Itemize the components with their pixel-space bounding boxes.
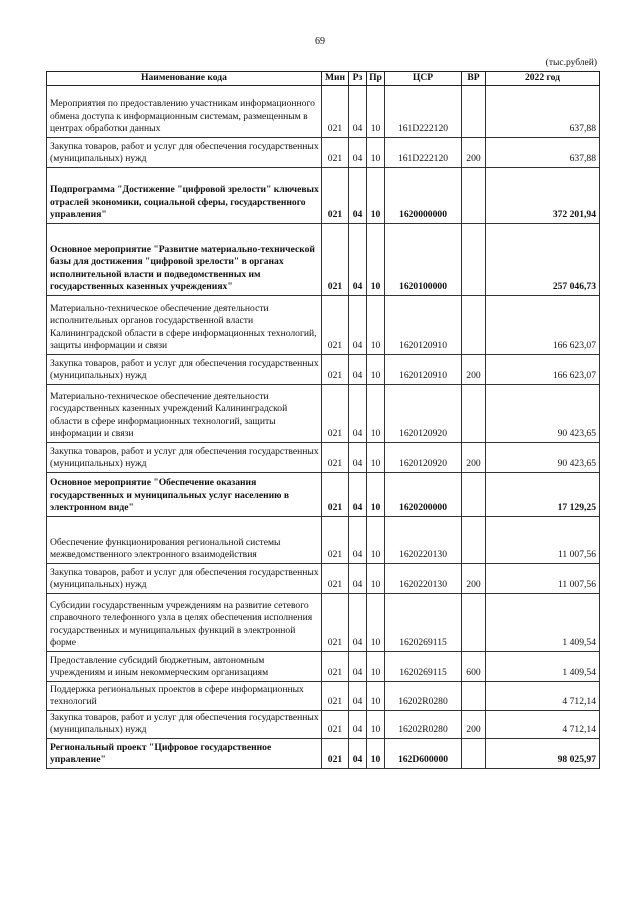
cell-csr: 16202R0280: [385, 682, 462, 711]
cell-csr: 1620220130: [385, 564, 462, 594]
cell-name: Материально-техническое обеспечение деятельности государственных казенных учреждений Калининградской области в сфере информационных технологий, защиты информации и связи: [47, 385, 322, 443]
header-csr: ЦСР: [385, 72, 462, 86]
cell-rz: 04: [349, 682, 367, 711]
cell-vr: [462, 739, 486, 769]
cell-name: Поддержка региональных проектов в сфере информационных технологий: [47, 682, 322, 711]
cell-pr: 10: [367, 652, 385, 682]
table-row: [47, 224, 600, 296]
cell-name: Закупка товаров, работ и услуг для обеспечения государственных (муниципальных) нужд: [47, 443, 322, 473]
budget-table: [46, 71, 600, 769]
cell-name: Подпрограмма "Достижение "цифровой зрелости" ключевых отраслей экономики, социальной сферы, государственного управления": [47, 168, 322, 224]
cell-pr: 10: [367, 594, 385, 652]
cell-rz: 04: [349, 711, 367, 739]
cell-amount: 90 423,65: [486, 385, 600, 443]
cell-csr: 1620000000: [385, 168, 462, 224]
cell-name: Региональный проект "Цифровое государственное управление": [47, 739, 322, 769]
table-row: [47, 86, 600, 138]
cell-vr: [462, 682, 486, 711]
header-name: Наименование кода: [47, 72, 322, 86]
cell-amount: 4 712,14: [486, 682, 600, 711]
cell-vr: 600: [462, 652, 486, 682]
cell-min: 021: [322, 355, 349, 385]
cell-rz: 04: [349, 564, 367, 594]
cell-vr: [462, 86, 486, 138]
cell-vr: [462, 473, 486, 517]
cell-name: Материально-техническое обеспечение деятельности исполнительных органов государственной власти Калининградской области в сфере информационных технологий, защиты информации и связи: [47, 296, 322, 355]
cell-rz: 04: [349, 224, 367, 296]
table-row: [47, 739, 600, 769]
cell-pr: 10: [367, 564, 385, 594]
cell-name: Субсидии государственным учреждениям на развитие сетевого справочного телефонного узла в целях обеспечения исполнения государственных и муниципальных функций в электронной форме: [47, 594, 322, 652]
cell-csr: 161D222120: [385, 86, 462, 138]
cell-vr: [462, 168, 486, 224]
cell-min: 021: [322, 564, 349, 594]
cell-min: 021: [322, 652, 349, 682]
cell-amount: 11 007,56: [486, 564, 600, 594]
table-row: [47, 355, 600, 385]
cell-vr: [462, 296, 486, 355]
cell-min: 021: [322, 711, 349, 739]
cell-name: Закупка товаров, работ и услуг для обеспечения государственных (муниципальных) нужд: [47, 138, 322, 168]
cell-csr: 162D600000: [385, 739, 462, 769]
cell-min: 021: [322, 168, 349, 224]
cell-rz: 04: [349, 86, 367, 138]
cell-min: 021: [322, 296, 349, 355]
cell-name: Закупка товаров, работ и услуг для обеспечения государственных (муниципальных) нужд: [47, 711, 322, 739]
cell-pr: 10: [367, 443, 385, 473]
cell-pr: 10: [367, 138, 385, 168]
cell-pr: 10: [367, 711, 385, 739]
cell-rz: 04: [349, 168, 367, 224]
cell-csr: 1620269115: [385, 594, 462, 652]
cell-pr: 10: [367, 517, 385, 564]
cell-min: 021: [322, 138, 349, 168]
cell-amount: 98 025,97: [486, 739, 600, 769]
cell-min: 021: [322, 517, 349, 564]
cell-vr: [462, 594, 486, 652]
cell-pr: 10: [367, 86, 385, 138]
cell-vr: [462, 517, 486, 564]
cell-rz: 04: [349, 517, 367, 564]
cell-csr: 1620269115: [385, 652, 462, 682]
cell-name: Закупка товаров, работ и услуг для обеспечения государственных (муниципальных) нужд: [47, 564, 322, 594]
cell-vr: [462, 385, 486, 443]
cell-csr: 1620120910: [385, 296, 462, 355]
cell-vr: 200: [462, 711, 486, 739]
table-row: [47, 711, 600, 739]
cell-amount: 637,88: [486, 86, 600, 138]
page-number: 69: [315, 36, 325, 47]
cell-rz: 04: [349, 385, 367, 443]
cell-name: Основное мероприятие "Обеспечение оказания государственных и муниципальных услуг населению в электронном виде": [47, 473, 322, 517]
cell-rz: 04: [349, 652, 367, 682]
cell-min: 021: [322, 682, 349, 711]
cell-pr: 10: [367, 296, 385, 355]
cell-min: 021: [322, 443, 349, 473]
table-row: [47, 296, 600, 355]
cell-rz: 04: [349, 473, 367, 517]
cell-csr: 1620200000: [385, 473, 462, 517]
table-row: [47, 138, 600, 168]
header-rz: Рз: [349, 72, 367, 86]
table-row: [47, 517, 600, 564]
table-row: [47, 443, 600, 473]
table-row: [47, 652, 600, 682]
cell-rz: 04: [349, 296, 367, 355]
cell-min: 021: [322, 224, 349, 296]
cell-amount: 166 623,07: [486, 296, 600, 355]
cell-min: 021: [322, 473, 349, 517]
cell-min: 021: [322, 594, 349, 652]
cell-name: Обеспечение функционирования региональной системы межведомственного электронного взаимодействия: [47, 517, 322, 564]
cell-amount: 4 712,14: [486, 711, 600, 739]
header-min: Мин: [322, 72, 349, 86]
cell-pr: 10: [367, 224, 385, 296]
cell-pr: 10: [367, 168, 385, 224]
cell-amount: 11 007,56: [486, 517, 600, 564]
cell-rz: 04: [349, 594, 367, 652]
cell-csr: 1620220130: [385, 517, 462, 564]
cell-csr: 1620120920: [385, 443, 462, 473]
cell-csr: 1620120920: [385, 385, 462, 443]
cell-amount: 1 409,54: [486, 594, 600, 652]
cell-amount: 17 129,25: [486, 473, 600, 517]
cell-rz: 04: [349, 739, 367, 769]
cell-rz: 04: [349, 138, 367, 168]
cell-amount: 372 201,94: [486, 168, 600, 224]
units-label: (тыс.рублей): [545, 58, 597, 68]
cell-rz: 04: [349, 355, 367, 385]
table-row: [47, 168, 600, 224]
cell-pr: 10: [367, 739, 385, 769]
cell-csr: 16202R0280: [385, 711, 462, 739]
cell-vr: [462, 224, 486, 296]
header-pr: Пр: [367, 72, 385, 86]
header-year: 2022 год: [486, 72, 600, 86]
table-row: [47, 473, 600, 517]
cell-amount: 637,88: [486, 138, 600, 168]
cell-min: 021: [322, 86, 349, 138]
cell-pr: 10: [367, 355, 385, 385]
table-header-row: [47, 72, 600, 86]
table-row: [47, 594, 600, 652]
cell-pr: 10: [367, 385, 385, 443]
table-body: [47, 86, 600, 769]
header-vr: ВР: [462, 72, 486, 86]
cell-min: 021: [322, 739, 349, 769]
cell-vr: 200: [462, 138, 486, 168]
cell-pr: 10: [367, 473, 385, 517]
table-row: [47, 682, 600, 711]
cell-csr: 1620100000: [385, 224, 462, 296]
cell-amount: 90 423,65: [486, 443, 600, 473]
cell-vr: 200: [462, 443, 486, 473]
cell-csr: 161D222120: [385, 138, 462, 168]
cell-vr: 200: [462, 564, 486, 594]
cell-name: Основное мероприятие "Развитие материально-технической базы для достижения "цифровой зрелости" в органах исполнительной власти и подведомственных им государственных казенных учреждениях": [47, 224, 322, 296]
cell-name: Предоставление субсидий бюджетным, автономным учреждениям и иным некоммерческим организациям: [47, 652, 322, 682]
cell-amount: 1 409,54: [486, 652, 600, 682]
table-row: [47, 385, 600, 443]
cell-name: Закупка товаров, работ и услуг для обеспечения государственных (муниципальных) нужд: [47, 355, 322, 385]
cell-rz: 04: [349, 443, 367, 473]
cell-min: 021: [322, 385, 349, 443]
cell-csr: 1620120910: [385, 355, 462, 385]
cell-amount: 166 623,07: [486, 355, 600, 385]
table-row: [47, 564, 600, 594]
cell-amount: 257 046,73: [486, 224, 600, 296]
cell-vr: 200: [462, 355, 486, 385]
cell-name: Мероприятия по предоставлению участникам информационного обмена доступа к информационным системам, размещенным в центрах обработки данных: [47, 86, 322, 138]
cell-pr: 10: [367, 682, 385, 711]
